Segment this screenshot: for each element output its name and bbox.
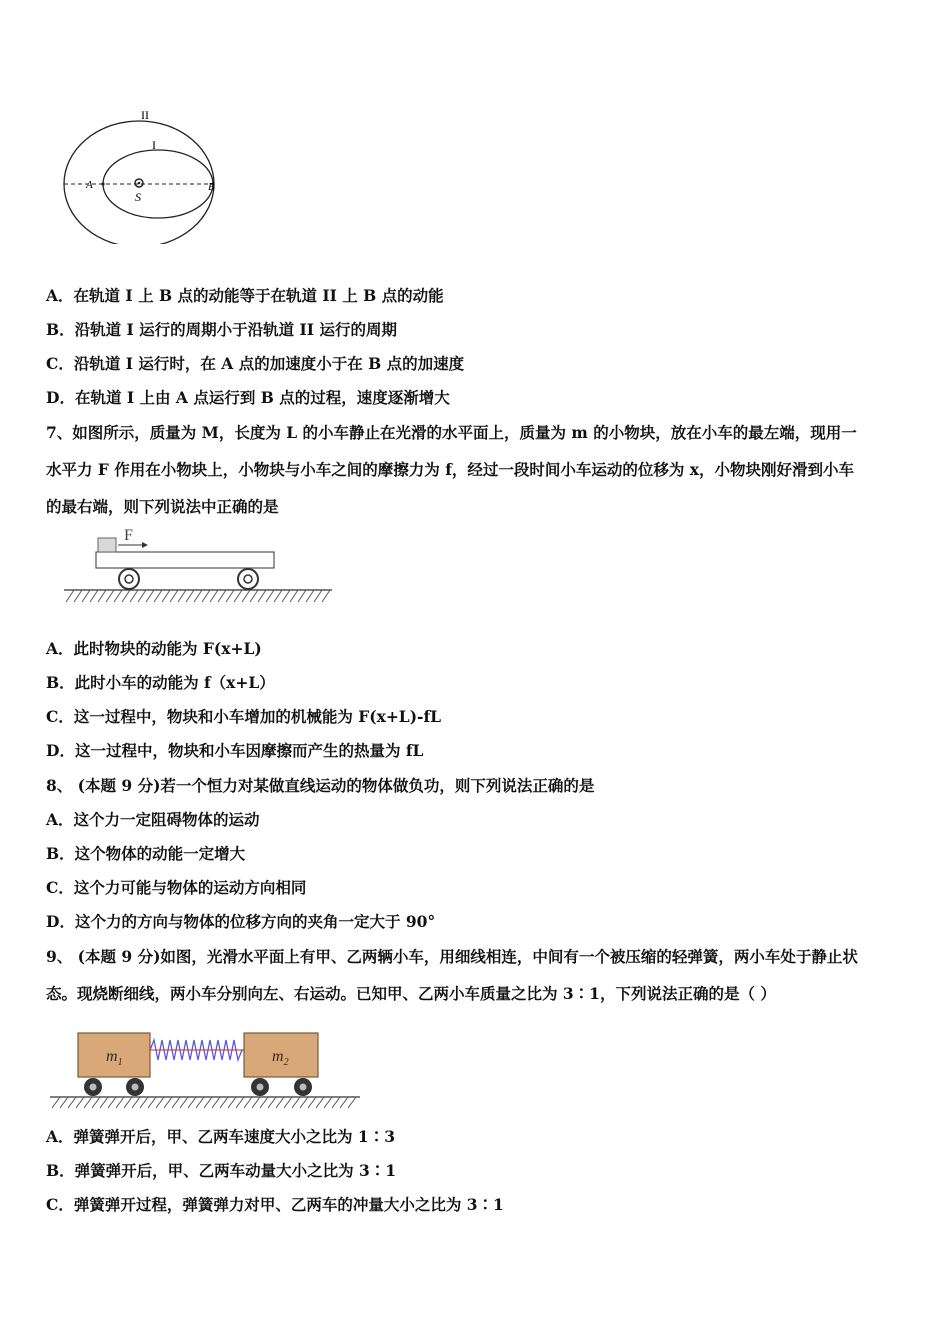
q7-option-b: B．此时小车的动能为 f（x+L） — [46, 673, 275, 692]
q7-stem-line-1: 7、如图所示，质量为 M，长度为 L 的小车静止在光滑的水平面上，质量为 m 的小物块，放在小车的最左端，现用一 — [46, 423, 857, 442]
q6-option-c: C．沿轨道 I 运行时，在 A 点的加速度小于在 B 点的加速度 — [46, 354, 465, 373]
q7-option-a: A．此时物块的动能为 F(x+L) — [46, 639, 262, 658]
orbit-figure — [46, 104, 236, 244]
q7-option-d: D．这一过程中，物块和小车因摩擦而产生的热量为 fL — [46, 741, 424, 760]
q9-stem-line-2: 态。现烧断细线，两小车分别向左、右运动。已知甲、乙两小车质量之比为 3∶1，下列说法正确的是（ ） — [46, 984, 776, 1003]
ground-hatch-2 — [52, 1097, 356, 1108]
label-point-a: A — [86, 179, 93, 191]
q9-stem-line-1: 9、 (本题 9 分)如图，光滑水平面上有甲、乙两辆小车，用细线相连，中间有一个被压缩的轻弹簧，两小车处于静止状 — [46, 947, 858, 966]
q8-option-b: B．这个物体的动能一定增大 — [46, 844, 246, 863]
cart-m2-wheels — [251, 1078, 312, 1096]
q6-option-d: D．在轨道 I 上由 A 点运行到 B 点的过程，速度逐渐增大 — [46, 388, 450, 407]
label-point-s: S — [135, 190, 141, 204]
label-orbit-outer: II — [141, 108, 149, 122]
label-m2: $m_2$ — [272, 1048, 289, 1068]
q9-option-b: B．弹簧弹开后，甲、乙两车动量大小之比为 3∶1 — [46, 1161, 397, 1180]
two-carts-figure — [48, 1028, 363, 1113]
q7-stem-line-2: 水平力 F 作用在小物块上，小物块与小车之间的摩擦力为 f，经过一段时间小车运动的位移为 x，小物块刚好滑到小车 — [46, 460, 855, 479]
q7-option-c: C．这一过程中，物块和小车增加的机械能为 F(x+L)-fL — [46, 707, 442, 726]
q6-option-a: A．在轨道 I 上 B 点的动能等于在轨道 II 上 B 点的动能 — [46, 286, 444, 305]
cart-wheel-right — [238, 569, 258, 589]
q8-option-c: C．这个力可能与物体的运动方向相同 — [46, 878, 307, 897]
q9-option-c: C．弹簧弹开过程，弹簧弹力对甲、乙两车的冲量大小之比为 3∶1 — [46, 1195, 504, 1214]
q9-option-a: A．弹簧弹开后，甲、乙两车速度大小之比为 1∶3 — [46, 1127, 395, 1146]
q7-stem-line-3: 的最右端，则下列说法中正确的是 — [46, 497, 279, 516]
q8-stem: 8、 (本题 9 分)若一个恒力对某做直线运动的物体做负功，则下列说法正确的是 — [46, 776, 595, 795]
ground-hatch — [66, 590, 330, 602]
point-a — [101, 182, 104, 185]
cart-board — [96, 552, 274, 568]
label-force: F — [124, 528, 133, 544]
q8-option-a: A．这个力一定阻碍物体的运动 — [46, 810, 260, 829]
label-m1: $m_1$ — [106, 1048, 123, 1068]
q6-option-b: B．沿轨道 I 运行的周期小于沿轨道 II 运行的周期 — [46, 320, 397, 339]
cart-m1-wheels — [84, 1078, 144, 1096]
block — [98, 538, 116, 552]
label-orbit-inner: I — [152, 138, 156, 152]
label-point-b: B — [208, 181, 215, 193]
cart-figure — [62, 528, 337, 608]
cart-wheel-left — [119, 569, 139, 589]
q8-option-d: D．这个力的方向与物体的位移方向的夹角一定大于 90° — [46, 912, 436, 931]
